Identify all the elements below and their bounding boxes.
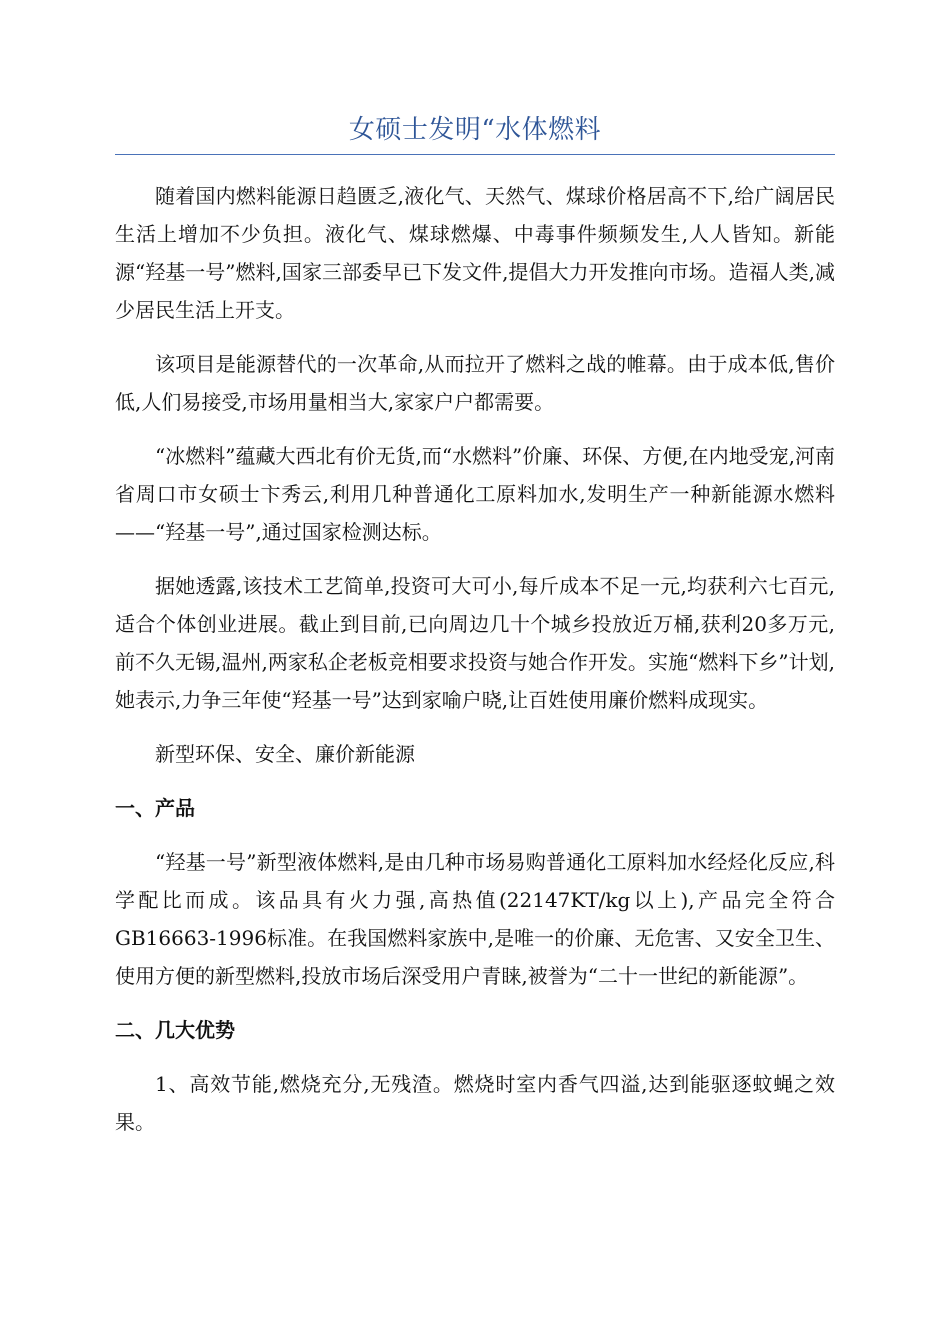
paragraph-product: “羟基一号”新型液体燃料,是由几种市场易购普通化工原料加水经烃化反应,科学配比而成。该品具有火力强,高热值(22147KT/kg以上),产品完全符合GB16663-1996标准。在我国燃料家族中,是唯一的价廉、无危害、又安全卫生、使用方便的新型燃料,投放市场后深受用户青睐,被誉为“二十一世纪的新能源”。 <box>115 850 835 988</box>
document-title: 女硕士发明“水体燃料 <box>115 108 835 155</box>
section-heading-product: 一、产品 <box>115 796 195 820</box>
paragraph-water-fuel: “冰燃料”蕴藏大西北有价无货,而“水燃料”价廉、环保、方便,在内地受宠,河南省周口市女硕士卞秀云,利用几种普通化工原料加水,发明生产一种新能源水燃料——“羟基一号”,通过国家检测达标。 <box>115 444 835 544</box>
paragraph-investment: 据她透露,该技术工艺简单,投资可大可小,每斤成本不足一元,均获利六七百元,适合个体创业进展。截止到目前,已向周边几十个城乡投放近万桶,获利20多万元,前不久无锡,温州,两家私企老板竞相要求投资与她合作开发。实施“燃料下乡”计划,她表示,力争三年使“羟基一号”达到家喻户晓,让百姓使用廉价燃料成现实。 <box>115 574 835 712</box>
paragraph-advantage-1: 1、高效节能,燃烧充分,无残渣。燃烧时室内香气四溢,达到能驱逐蚊蝇之效果。 <box>115 1072 835 1134</box>
section-heading-advantages: 二、几大优势 <box>115 1018 235 1042</box>
document-page <box>115 108 835 1157</box>
paragraph-revolution: 该项目是能源替代的一次革命,从而拉开了燃料之战的帷幕。由于成本低,售价低,人们易接受,市场用量相当大,家家户户都需要。 <box>115 352 835 414</box>
paragraph-tagline: 新型环保、安全、廉价新能源 <box>155 742 415 766</box>
paragraph-intro: 随着国内燃料能源日趋匮乏,液化气、天然气、煤球价格居高不下,给广阔居民生活上增加不少负担。液化气、煤球燃爆、中毒事件频频发生,人人皆知。新能源“羟基一号”燃料,国家三部委早已下发文件,提倡大力开发推向市场。造福人类,减少居民生活上开支。 <box>115 184 835 322</box>
